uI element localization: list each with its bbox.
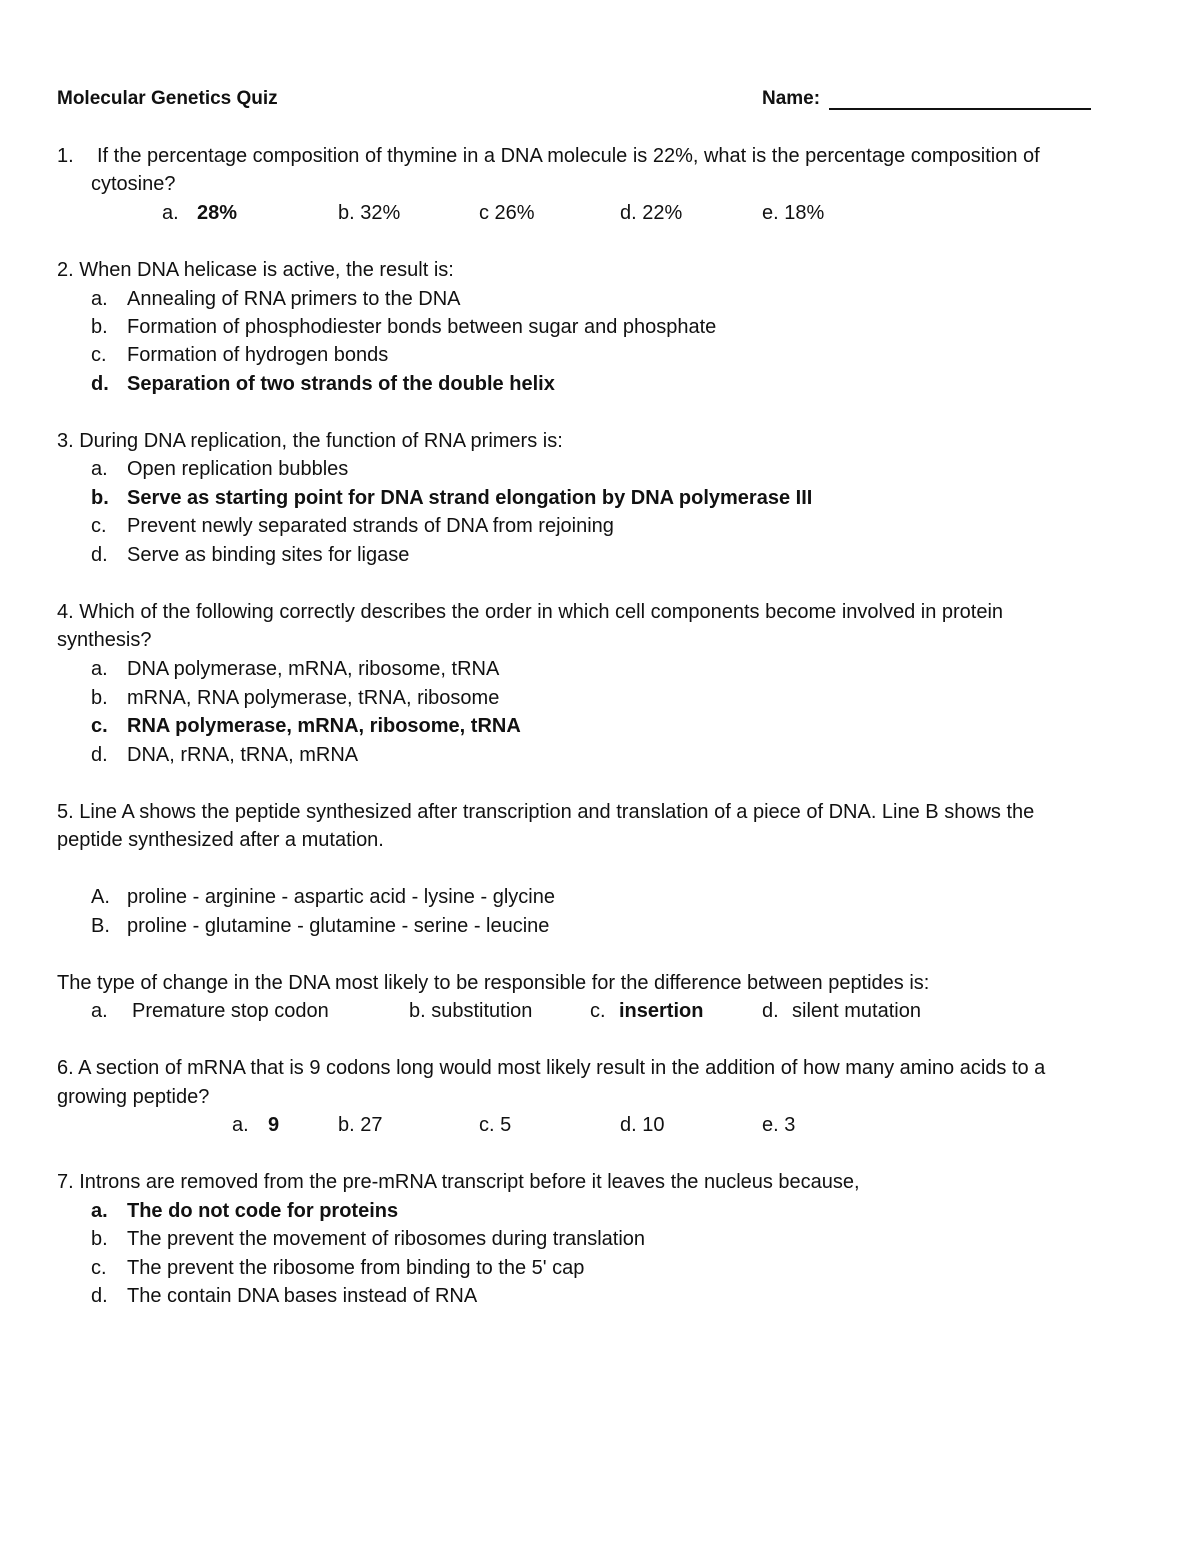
q2-option-d-letter: d.: [91, 373, 109, 395]
q5-line-b-letter: B.: [91, 915, 110, 937]
q7-option-a-letter: a.: [91, 1200, 108, 1222]
q5-line-a: proline - arginine - aspartic acid - lysine - glycine: [127, 886, 555, 908]
q7-option-a-answer: The do not code for proteins: [127, 1200, 399, 1222]
q1-option-a-letter: a.: [162, 202, 179, 224]
q3-option-a: Open replication bubbles: [127, 458, 349, 480]
q1-stem-line2: cytosine?: [91, 173, 176, 195]
q4-option-a-letter: a.: [91, 658, 108, 680]
q6-option-d: d. 10: [620, 1114, 665, 1136]
q1-option-e: e. 18%: [762, 202, 825, 224]
q5-option-d-letter: d.: [762, 1000, 779, 1022]
q4-option-c-letter: c.: [91, 715, 108, 737]
q5-option-c-letter: c.: [590, 1000, 606, 1022]
q1-option-c: c 26%: [479, 202, 535, 224]
name-blank-line: [829, 108, 1091, 110]
q3-stem: 3. During DNA replication, the function of RNA primers is:: [57, 430, 563, 452]
q2-option-b: Formation of phosphodiester bonds between sugar and phosphate: [127, 316, 717, 338]
q5-option-a-letter: a.: [91, 1000, 108, 1022]
q3-option-d-letter: d.: [91, 544, 108, 566]
q2-option-a: Annealing of RNA primers to the DNA: [127, 288, 461, 310]
q5-line-a-letter: A.: [91, 886, 110, 908]
q1-stem-line1: If the percentage composition of thymine in a DNA molecule is 22%, what is the percentage composition of: [97, 145, 1040, 167]
q2-option-c: Formation of hydrogen bonds: [127, 344, 389, 366]
q7-option-d: The contain DNA bases instead of RNA: [127, 1285, 478, 1307]
q4-option-d-letter: d.: [91, 744, 108, 766]
q7-option-d-letter: d.: [91, 1285, 108, 1307]
q5-option-c-answer: insertion: [619, 1000, 704, 1022]
q7-option-c-letter: c.: [91, 1257, 107, 1279]
q5-option-d: silent mutation: [792, 1000, 921, 1022]
q7-option-b-letter: b.: [91, 1228, 108, 1250]
q4-option-d: DNA, rRNA, tRNA, mRNA: [127, 744, 359, 766]
q6-option-a-answer: 9: [268, 1114, 280, 1136]
q2-option-c-letter: c.: [91, 344, 107, 366]
q4-option-c-answer: RNA polymerase, mRNA, ribosome, tRNA: [127, 715, 521, 737]
q6-option-c: c. 5: [479, 1114, 512, 1136]
q1-number: 1.: [57, 145, 74, 167]
q3-option-a-letter: a.: [91, 458, 108, 480]
q7-option-b: The prevent the movement of ribosomes during translation: [127, 1228, 646, 1250]
q1-option-b: b. 32%: [338, 202, 401, 224]
q2-stem: 2. When DNA helicase is active, the result is:: [57, 259, 454, 281]
q2-option-a-letter: a.: [91, 288, 108, 310]
q5-question: The type of change in the DNA most likely to be responsible for the difference between peptides is:: [57, 972, 930, 994]
q6-option-a-letter: a.: [232, 1114, 249, 1136]
q3-option-b-answer: Serve as starting point for DNA strand elongation by DNA polymerase III: [127, 487, 813, 509]
q4-option-a: DNA polymerase, mRNA, ribosome, tRNA: [127, 658, 500, 680]
q6-option-b: b. 27: [338, 1114, 383, 1136]
q1-option-d: d. 22%: [620, 202, 683, 224]
q4-stem-line2: synthesis?: [57, 629, 152, 651]
q2-option-b-letter: b.: [91, 316, 108, 338]
q2-option-d-answer: Separation of two strands of the double helix: [127, 373, 555, 395]
q4-option-b: mRNA, RNA polymerase, tRNA, ribosome: [127, 687, 500, 709]
quiz-title: Molecular Genetics Quiz: [57, 88, 278, 109]
name-label: Name:: [762, 88, 821, 109]
q3-option-d: Serve as binding sites for ligase: [127, 544, 410, 566]
q7-stem: 7. Introns are removed from the pre-mRNA transcript before it leaves the nucleus because,: [57, 1171, 860, 1193]
q4-option-b-letter: b.: [91, 687, 108, 709]
q1-option-a-answer: 28%: [197, 202, 238, 224]
q5-line-b: proline - glutamine - glutamine - serine - leucine: [127, 915, 550, 937]
q6-stem-line2: growing peptide?: [57, 1086, 210, 1108]
q5-stem-line1: 5. Line A shows the peptide synthesized after transcription and translation of a piece of DNA. Line B shows the: [57, 801, 1035, 823]
q6-stem-line1: 6. A section of mRNA that is 9 codons long would most likely result in the addition of how many amino acids to a: [57, 1057, 1046, 1079]
q3-option-b-letter: b.: [91, 487, 109, 509]
q5-stem-line2: peptide synthesized after a mutation.: [57, 829, 384, 851]
q3-option-c: Prevent newly separated strands of DNA from rejoining: [127, 515, 614, 537]
q5-option-a: Premature stop codon: [132, 1000, 329, 1022]
q7-option-c: The prevent the ribosome from binding to the 5' cap: [127, 1257, 585, 1279]
q6-option-e: e. 3: [762, 1114, 796, 1136]
q3-option-c-letter: c.: [91, 515, 107, 537]
q5-option-b: b. substitution: [409, 1000, 533, 1022]
q4-stem-line1: 4. Which of the following correctly describes the order in which cell components become involved in protein: [57, 601, 1004, 623]
